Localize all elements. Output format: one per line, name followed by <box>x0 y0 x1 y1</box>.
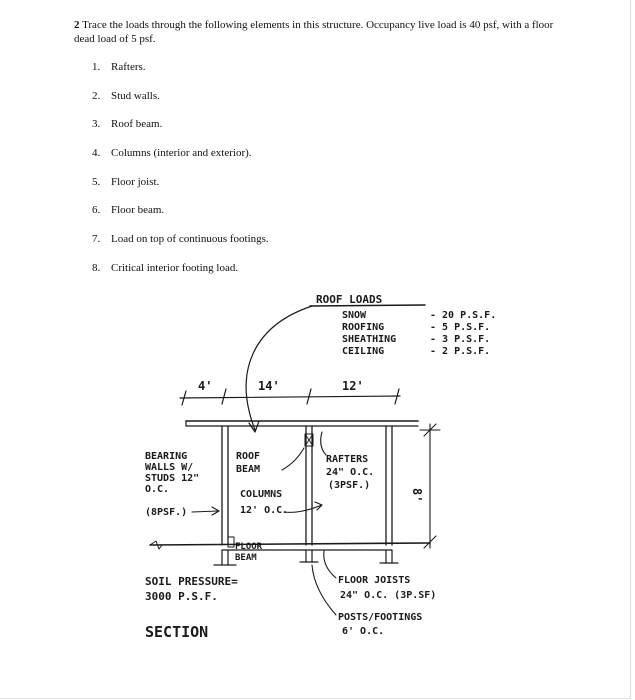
interior-column <box>305 426 313 545</box>
svg-text:24" O.C.: 24" O.C. <box>326 467 375 478</box>
load-ceiling: CEILING <box>342 346 385 357</box>
svg-text:24" O.C. (3P.SF): 24" O.C. (3P.SF) <box>340 590 437 601</box>
load-sheathing: SHEATHING <box>342 334 397 345</box>
svg-text:BEAM: BEAM <box>236 464 261 475</box>
dim-left: 4' <box>198 379 213 393</box>
roof-loads-title: ROOF LOADS <box>316 293 383 306</box>
item-label: Roof beam. <box>111 118 163 131</box>
columns-note <box>240 489 322 516</box>
dim-mid: 14' <box>258 379 280 393</box>
svg-text:COLUMNS: COLUMNS <box>240 489 283 500</box>
soil-pressure-note <box>145 575 238 603</box>
load-snow-value: - 20 P.S.F. <box>430 310 497 321</box>
svg-text:BEAM: BEAM <box>235 553 257 563</box>
item-number: 3. <box>92 118 101 131</box>
item-label: Rafters. <box>111 61 146 73</box>
item-number: 6. <box>92 204 101 217</box>
section-label: SECTION <box>145 623 209 641</box>
svg-text:O.C.: O.C. <box>145 484 170 495</box>
svg-text:(3PSF.): (3PSF.) <box>328 480 371 491</box>
left-bearing-wall <box>222 426 228 545</box>
problem-text: Trace the loads through the following elements in this structure. Occupancy live load is 40 psf, with a floor dead load of 5 psf. <box>74 19 554 45</box>
height-dimension <box>410 424 440 548</box>
item-number: 1. <box>92 61 101 73</box>
problem-number: 2 <box>74 19 80 31</box>
top-dimension <box>180 379 400 405</box>
load-sheathing-value: - 3 P.S.F. <box>430 334 491 345</box>
svg-text:3000 P.S.F.: 3000 P.S.F. <box>145 590 218 603</box>
bearing-walls-note <box>145 451 219 518</box>
item-number: 7. <box>92 233 101 246</box>
svg-text:ROOF: ROOF <box>236 451 261 462</box>
svg-text:FLOOR: FLOOR <box>235 542 263 552</box>
svg-text:WALLS W/: WALLS W/ <box>145 462 194 473</box>
roof-beam-note <box>236 448 304 475</box>
svg-text:FLOOR JOISTS: FLOOR JOISTS <box>338 575 411 586</box>
item-label: Stud walls. <box>111 89 160 102</box>
load-roofing: ROOFING <box>342 322 385 333</box>
rafters-note <box>321 432 375 491</box>
item-label: Floor beam. <box>111 204 165 217</box>
right-wall <box>386 426 392 545</box>
load-roofing-value: - 5 P.S.F. <box>430 322 491 333</box>
dim-right: 12' <box>342 379 364 393</box>
svg-text:POSTS/FOOTINGS: POSTS/FOOTINGS <box>338 612 423 623</box>
item-number: 4. <box>92 147 101 160</box>
item-label: Floor joist. <box>111 175 160 188</box>
svg-text:BEARING: BEARING <box>145 451 188 462</box>
item-number: 8. <box>92 261 101 274</box>
item-label: Load on top of continuous footings. <box>111 233 269 246</box>
svg-text:12' O.C.: 12' O.C. <box>240 505 289 516</box>
floor-joists-note <box>324 551 437 601</box>
load-ceiling-value: - 2 P.S.F. <box>430 346 491 357</box>
svg-text:(8PSF.): (8PSF.) <box>145 507 188 518</box>
svg-text:6' O.C.: 6' O.C. <box>342 626 385 637</box>
title-underline <box>310 305 425 306</box>
item-label: Critical interior footing load. <box>111 261 239 274</box>
svg-text:SOIL PRESSURE=: SOIL PRESSURE= <box>145 575 238 588</box>
dim-height: 8' <box>410 488 424 503</box>
item-number: 2. <box>92 89 101 102</box>
svg-text:STUDS 12": STUDS 12" <box>145 473 200 484</box>
floor-beam-note <box>235 542 263 563</box>
roof-rafters <box>186 421 418 426</box>
load-snow: SNOW <box>342 310 367 321</box>
svg-text:RAFTERS: RAFTERS <box>326 454 369 465</box>
floor-joists <box>150 541 430 550</box>
roof-load-leader <box>246 306 312 430</box>
item-number: 5. <box>92 175 101 188</box>
roof-loads-note <box>310 293 496 357</box>
item-label: Columns (interior and exterior). <box>111 147 252 160</box>
